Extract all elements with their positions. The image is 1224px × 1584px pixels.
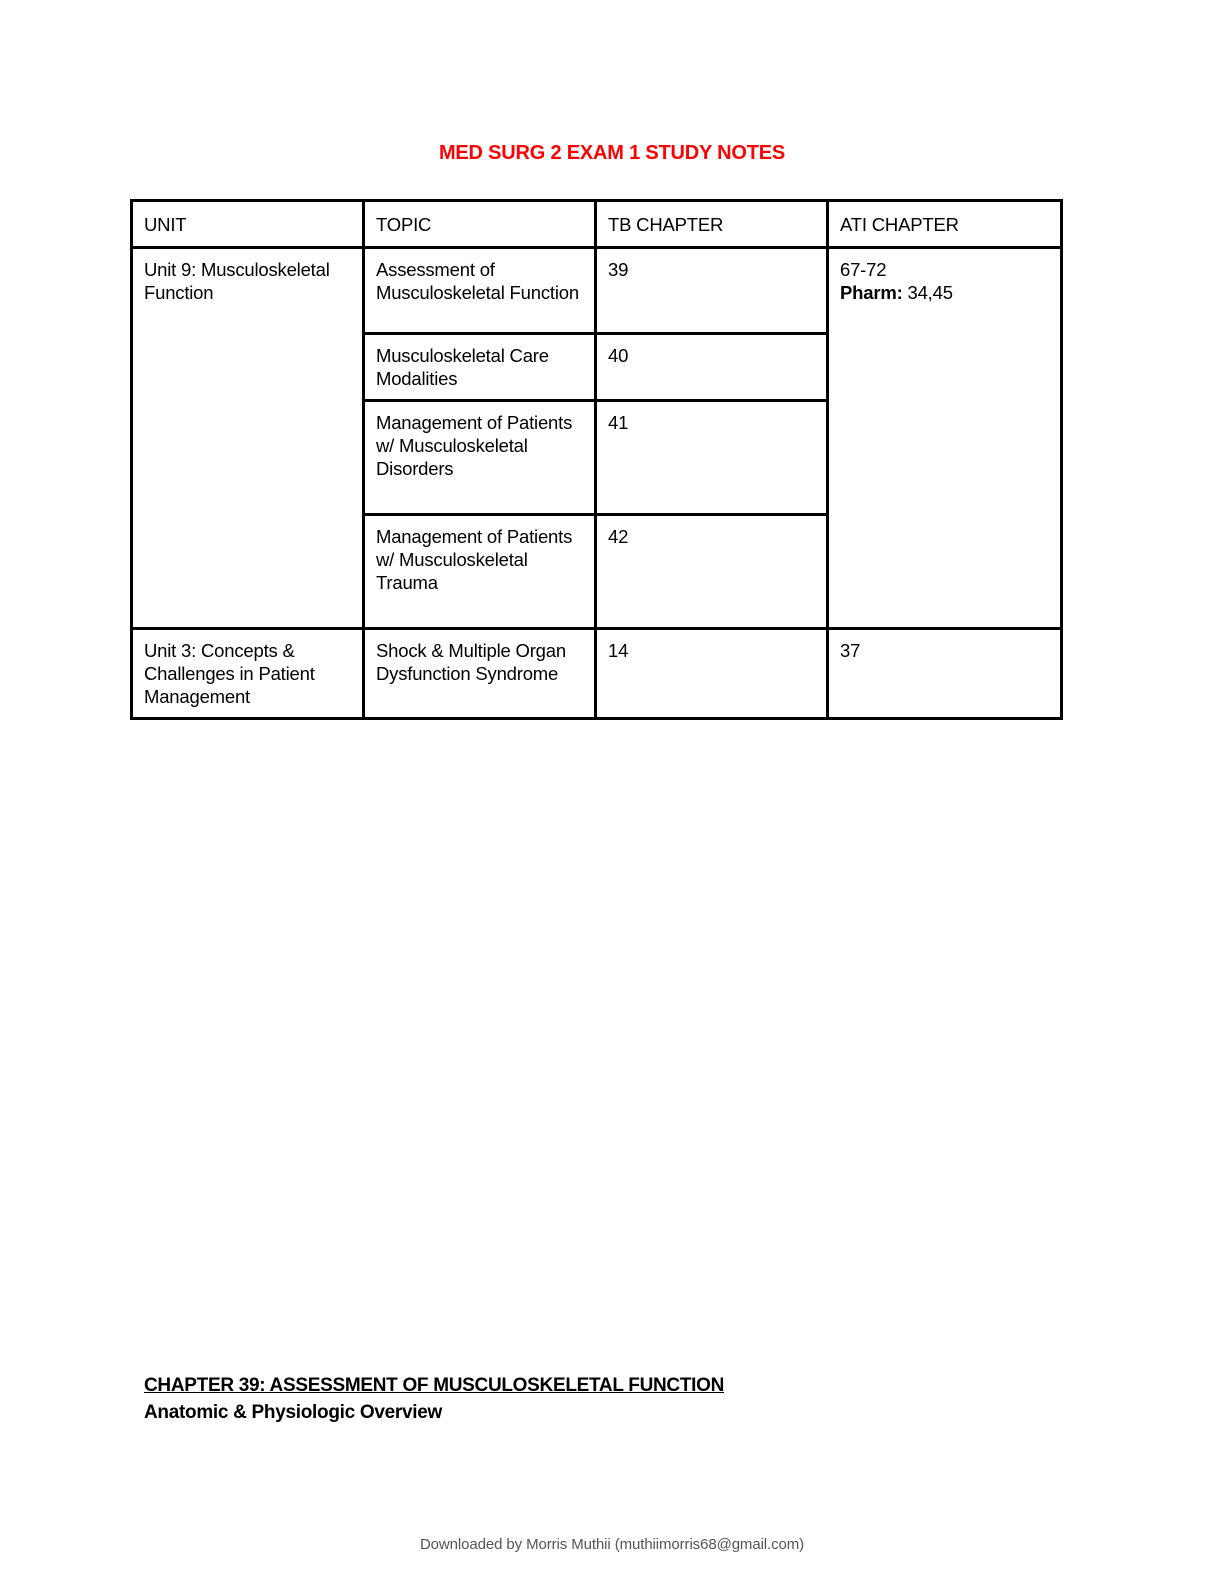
- topic-cell: Assessment of Musculoskeletal Function: [364, 248, 596, 334]
- tb-chapter-cell: 14: [596, 629, 828, 719]
- header-ati-chapter: ATI CHAPTER: [828, 201, 1062, 248]
- ati-chapter-cell: 37: [828, 629, 1062, 719]
- pharm-value: 34,45: [902, 282, 953, 303]
- tb-chapter-cell: 42: [596, 515, 828, 629]
- chapter-subheading: Anatomic & Physiologic Overview: [144, 1402, 442, 1423]
- table-row: [132, 629, 1062, 719]
- topic-cell: Management of Patients w/ Musculoskeletal Disorders: [364, 401, 596, 515]
- topic-cell: Shock & Multiple Organ Dysfunction Syndrome: [364, 629, 596, 719]
- header-tb-chapter: TB CHAPTER: [596, 201, 828, 248]
- tb-chapter-cell: 39: [596, 248, 828, 334]
- ati-pharm-line: [840, 281, 1050, 304]
- tb-chapter-cell: 41: [596, 401, 828, 515]
- topic-cell: Management of Patients w/ Musculoskeletal Trauma: [364, 515, 596, 629]
- unit-cell: Unit 3: Concepts & Challenges in Patient Management: [132, 629, 364, 719]
- table-header-row: [132, 201, 1062, 248]
- table-row: [132, 248, 1062, 334]
- download-footer: Downloaded by Morris Muthii (muthiimorris68@gmail.com): [419, 1536, 805, 1553]
- study-table: [130, 199, 1063, 720]
- header-unit: UNIT: [132, 201, 364, 248]
- ati-chapter-range: 67-72: [840, 259, 887, 280]
- chapter-heading: CHAPTER 39: ASSESSMENT OF MUSCULOSKELETAL FUNCTION: [144, 1375, 725, 1396]
- unit-cell: Unit 9: Musculoskeletal Function: [132, 248, 364, 629]
- header-topic: TOPIC: [364, 201, 596, 248]
- ati-chapter-cell: [828, 248, 1062, 629]
- tb-chapter-cell: 40: [596, 334, 828, 401]
- document-title: MED SURG 2 EXAM 1 STUDY NOTES: [438, 142, 786, 164]
- pharm-label: Pharm:: [840, 282, 903, 303]
- topic-cell: Musculoskeletal Care Modalities: [364, 334, 596, 401]
